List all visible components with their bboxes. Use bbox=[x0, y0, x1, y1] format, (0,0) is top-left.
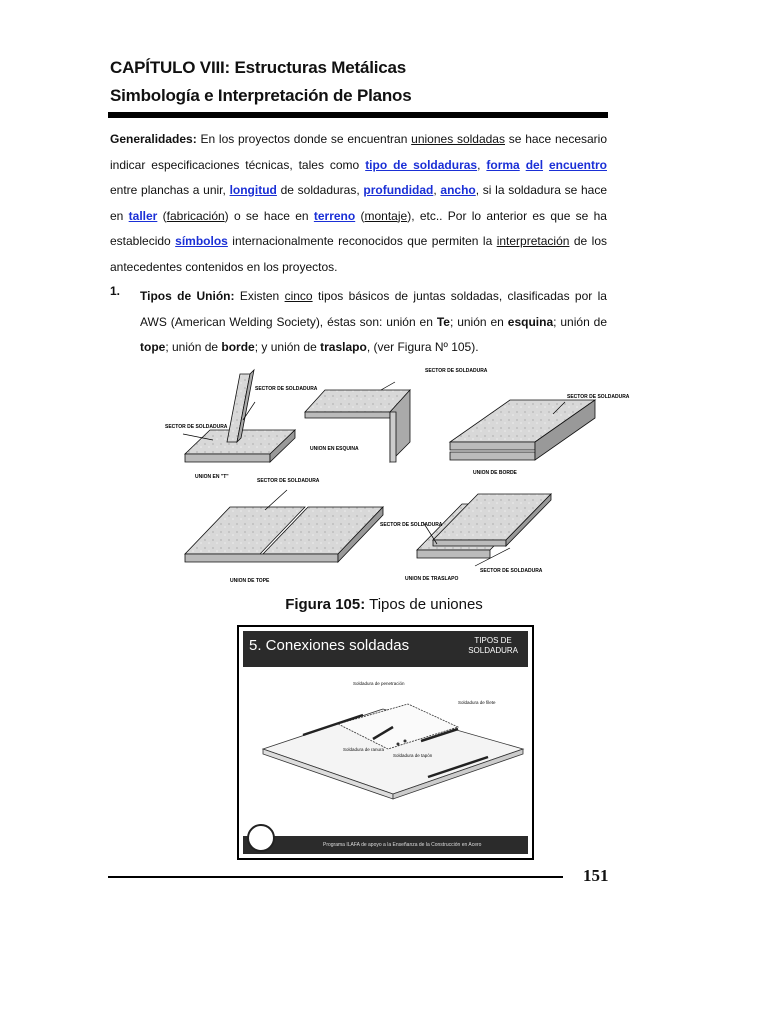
section-number: 1. bbox=[110, 284, 121, 298]
slide-label-tapon: Soldadura de tapón bbox=[393, 753, 433, 758]
label-union-tope: UNION DE TOPE bbox=[230, 578, 270, 584]
butt-joint-diagram bbox=[185, 507, 383, 562]
generalidades-paragraph: Generalidades: En los proyectos donde se encuentran uniones soldadas se hace necesario indicar especificaciones técnicas, tales como tipo de soldaduras, forma del encuentro entre planchas a unir, longitud de soldaduras, profundidad, ancho, si la soldadura se hace en taller (fabricación) o se hace en terreno (montaje), etc.. Por lo anterior es que se ha establecido símbolos internacionalmente reconocidos que permiten la interpretación de los antecedentes contenidos en los proyectos. bbox=[110, 132, 608, 274]
link-forma[interactable]: forma bbox=[486, 157, 520, 172]
link-ancho[interactable]: ancho bbox=[440, 183, 476, 197]
link-del[interactable]: del bbox=[525, 157, 544, 172]
tipos-union-paragraph: Tipos de Unión: Existen cinco tipos básicos de juntas soldadas, clasificadas por la AWS (American Welding Society), éstas son: unión en Te; unión en esquina; unión de tope; unión de borde; y unión de traslapo, (ver Figura Nº 105). bbox=[140, 289, 608, 354]
slide-footer: Programa ILAFA de apoyo a la Enseñanza de la Construcción en Acero bbox=[243, 836, 528, 854]
chapter-title: CAPÍTULO VIII: Estructuras Metálicas bbox=[110, 58, 407, 77]
link-longitud[interactable]: longitud bbox=[229, 183, 277, 197]
label-sector-borde: SECTOR DE SOLDADURA bbox=[567, 394, 630, 400]
welded-plates-drawing bbox=[243, 669, 528, 834]
link-taller[interactable]: taller bbox=[128, 208, 158, 223]
label-sector-t: SECTOR DE SOLDADURA bbox=[255, 386, 318, 392]
label-sector-t2: SECTOR DE SOLDADURA bbox=[165, 424, 228, 430]
label-sector-esquina: SECTOR DE SOLDADURA bbox=[425, 368, 488, 374]
link-profundidad[interactable]: profundidad bbox=[363, 183, 434, 197]
link-tipo-soldaduras[interactable]: tipo de soldaduras bbox=[365, 157, 478, 172]
slide-header bbox=[243, 631, 528, 667]
label-union-traslapo: UNION DE TRASLAPO bbox=[405, 576, 459, 582]
slide-label-ranura: Soldadura de ranura bbox=[343, 747, 385, 752]
link-simbolos[interactable]: símbolos bbox=[175, 234, 228, 248]
figure-caption: Figura 105: Tipos de uniones bbox=[285, 596, 483, 613]
link-encuentro[interactable]: encuentro bbox=[548, 157, 607, 172]
slide-title: 5. Conexiones soldadas bbox=[249, 637, 410, 654]
link-terreno[interactable]: terreno bbox=[313, 208, 356, 223]
header-rule bbox=[108, 112, 608, 118]
t-joint-diagram bbox=[185, 370, 295, 462]
label-sector-traslapo2: SECTOR DE SOLDADURA bbox=[480, 568, 543, 574]
ilafa-logo bbox=[247, 824, 275, 852]
page-number: 151 bbox=[583, 866, 609, 885]
label-union-borde: UNION DE BORDE bbox=[473, 470, 517, 476]
slide-label-penetracion: Soldadura de penetración bbox=[353, 681, 405, 686]
label-union-t: UNION EN "T" bbox=[195, 474, 229, 480]
section-subtitle: Simbología e Interpretación de Planos bbox=[110, 86, 412, 105]
slide-badge: TIPOS DE SOLDADURA bbox=[468, 636, 518, 655]
footer-rule bbox=[108, 876, 563, 878]
joint-types-figure bbox=[155, 362, 630, 592]
welding-slide-image bbox=[237, 625, 534, 860]
label-sector-tope: SECTOR DE SOLDADURA bbox=[257, 478, 320, 484]
label-union-esquina: UNION EN ESQUINA bbox=[310, 446, 359, 452]
edge-joint-diagram bbox=[450, 400, 595, 460]
slide-label-filete: Soldadura de filete bbox=[458, 700, 496, 705]
label-sector-traslapo: SECTOR DE SOLDADURA bbox=[380, 522, 443, 528]
